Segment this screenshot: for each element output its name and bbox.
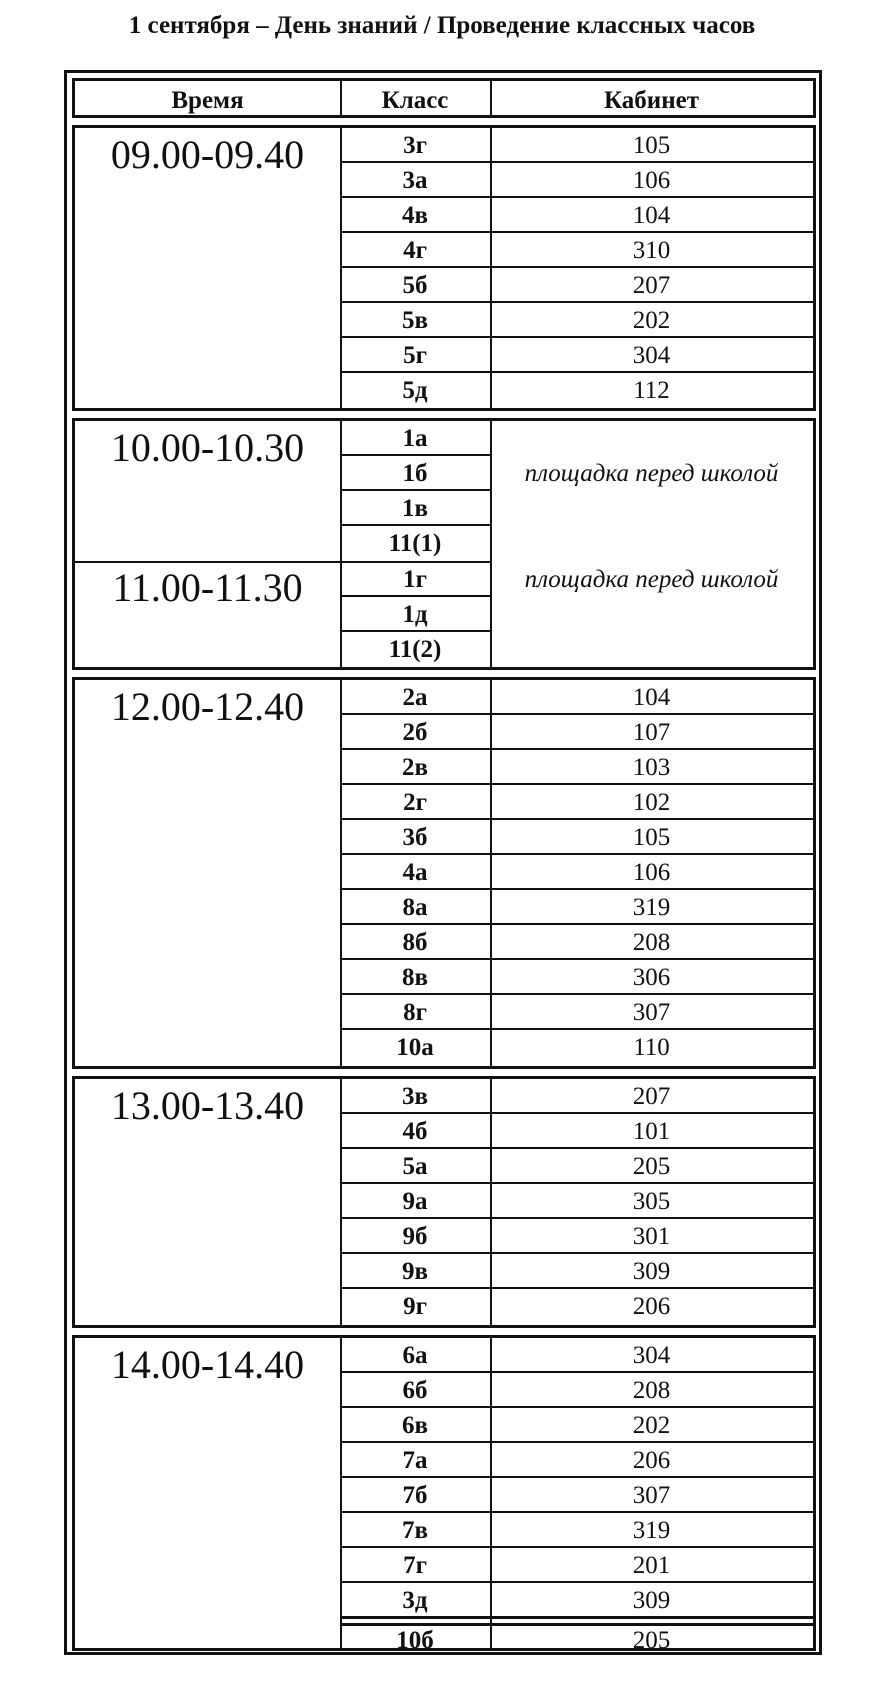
- table-row: [340, 1513, 813, 1548]
- table-row: [340, 855, 813, 890]
- room-cell: 208: [632, 929, 671, 956]
- class-cell: 9а: [402, 1188, 428, 1215]
- class-cell: 8в: [401, 964, 428, 991]
- class-cell: 8г: [403, 999, 427, 1026]
- table-row: [340, 1623, 813, 1651]
- room-cell: 307: [632, 1482, 671, 1509]
- room-cell: 104: [632, 202, 671, 229]
- table-row: [340, 680, 813, 715]
- room-cell: 107: [632, 719, 671, 746]
- table-row: [340, 1149, 813, 1184]
- class-cell: 3в: [401, 1083, 428, 1110]
- class-cell: 5г: [403, 342, 427, 369]
- room-cell: 309: [632, 1587, 671, 1614]
- room-cell: 102: [632, 789, 671, 816]
- room-cell: 319: [632, 1517, 671, 1544]
- table-row: [340, 785, 813, 820]
- class-cell: 4в: [401, 202, 428, 229]
- room-cell: 301: [632, 1223, 671, 1250]
- time-block: [72, 1335, 816, 1651]
- room-cell: 103: [632, 754, 671, 781]
- table-row: [340, 1184, 813, 1219]
- class-cell: 3д: [402, 1587, 428, 1614]
- page-title: 1 сентября – День знаний / Проведение классных часов: [128, 12, 756, 39]
- class-cell: 6в: [401, 1412, 428, 1439]
- room-cell: 205: [632, 1627, 671, 1651]
- room-cell: 206: [632, 1447, 671, 1474]
- table-row: [340, 1443, 813, 1478]
- room-cell: 306: [632, 964, 671, 991]
- class-cell: 9в: [401, 1258, 428, 1285]
- table-row: [340, 1548, 813, 1583]
- class-cell: 10а: [396, 1034, 434, 1061]
- class-cell: 8а: [402, 894, 428, 921]
- room-cell: 309: [632, 1258, 671, 1285]
- room-cell: 112: [633, 377, 670, 404]
- table-row: [340, 1373, 813, 1408]
- table-row: [340, 1289, 813, 1324]
- class-cell: 5а: [402, 1153, 428, 1180]
- class-cell: 1в: [401, 495, 428, 522]
- table-row: [340, 268, 813, 303]
- table-row: [340, 1079, 813, 1114]
- header-room: Кабинет: [604, 87, 699, 114]
- table-row: [340, 1030, 813, 1065]
- class-cell: 4а: [402, 859, 428, 886]
- room-cell: 110: [633, 1034, 670, 1061]
- room-cell: 106: [632, 167, 671, 194]
- room-cell: 104: [632, 684, 671, 711]
- table-row: [340, 163, 813, 198]
- table-row: [340, 820, 813, 855]
- room-cell: 307: [632, 999, 671, 1026]
- class-cell: 1б: [402, 460, 428, 487]
- header-time: Время: [171, 87, 244, 114]
- class-cell: 5д: [402, 377, 428, 404]
- class-cell: 11(1): [388, 530, 442, 557]
- table-row: [340, 750, 813, 785]
- table-row: [340, 1478, 813, 1513]
- table-row: [340, 491, 490, 526]
- class-cell: 2г: [403, 789, 427, 816]
- room-cell: 202: [632, 307, 671, 334]
- class-cell: 1д: [402, 601, 428, 628]
- class-cell: 4б: [402, 1118, 428, 1145]
- time-slot: 13.00-13.40: [110, 1083, 305, 1128]
- class-cell: 1а: [402, 425, 428, 452]
- room-cell: 101: [632, 1118, 671, 1145]
- table-row: [340, 1338, 813, 1373]
- time-slot: 14.00-14.40: [110, 1342, 305, 1387]
- class-cell: 6б: [402, 1377, 428, 1404]
- class-cell: 4г: [403, 237, 427, 264]
- table-row: [340, 960, 813, 995]
- room-cell: 305: [632, 1188, 671, 1215]
- room-cell: 206: [632, 1293, 671, 1320]
- table-row: [340, 925, 813, 960]
- class-cell: 7а: [402, 1447, 428, 1474]
- room-cell: 106: [632, 859, 671, 886]
- table-row: [340, 1408, 813, 1443]
- location-note: площадка перед школой: [524, 566, 779, 593]
- table-row: [340, 715, 813, 750]
- class-cell: 7в: [401, 1517, 428, 1544]
- room-cell: 304: [632, 342, 671, 369]
- time-slot: 10.00-10.30: [110, 425, 305, 470]
- class-cell: 8б: [402, 929, 428, 956]
- class-cell: 5в: [401, 307, 428, 334]
- room-cell: 105: [632, 132, 671, 159]
- room-cell: 202: [632, 1412, 671, 1439]
- room-cell: 304: [632, 1342, 671, 1369]
- table-row: [340, 1583, 813, 1618]
- time-block: [72, 677, 816, 1069]
- table-row: [340, 890, 813, 925]
- class-cell: 2в: [401, 754, 428, 781]
- room-cell: 319: [632, 894, 671, 921]
- class-cell: 3а: [402, 167, 428, 194]
- table-row: [340, 421, 490, 456]
- class-cell: 7г: [403, 1552, 427, 1579]
- table-row: [340, 1219, 813, 1254]
- class-cell: 9г: [403, 1293, 427, 1320]
- class-cell: 2б: [402, 719, 428, 746]
- table-row: [340, 233, 813, 268]
- table-row: [340, 373, 813, 408]
- header-class: Класс: [381, 87, 449, 114]
- table-row: [340, 1114, 813, 1149]
- room-cell: 310: [632, 237, 671, 264]
- time-block: [72, 418, 816, 670]
- class-cell: 2а: [402, 684, 428, 711]
- class-cell: 6а: [402, 1342, 428, 1369]
- table-row: [340, 1254, 813, 1289]
- table-row: [340, 128, 813, 163]
- time-block: [72, 125, 816, 411]
- location-note: площадка перед школой: [524, 460, 779, 487]
- class-cell: 5б: [402, 272, 428, 299]
- table-row: [340, 198, 813, 233]
- table-header: [72, 78, 816, 118]
- class-cell: 11(2): [388, 636, 442, 663]
- class-cell: 1г: [403, 566, 427, 593]
- table-row: [340, 995, 813, 1030]
- class-cell: 3г: [403, 132, 427, 159]
- time-block: [72, 1076, 816, 1328]
- class-cell: 7б: [402, 1482, 428, 1509]
- room-cell: 205: [632, 1153, 671, 1180]
- room-cell: 207: [632, 272, 671, 299]
- time-slot: 09.00-09.40: [110, 132, 305, 177]
- class-cell: 10б: [396, 1627, 434, 1651]
- time-slot: 12.00-12.40: [110, 684, 305, 729]
- time-slot: 11.00-11.30: [112, 565, 303, 610]
- table-row: [340, 526, 490, 561]
- table-row: [340, 456, 490, 491]
- table-row: [340, 632, 490, 667]
- room-cell: 208: [632, 1377, 671, 1404]
- table-row: [340, 597, 490, 632]
- room-cell: 207: [632, 1083, 671, 1110]
- table-row: [340, 303, 813, 338]
- table-row: [340, 562, 490, 597]
- table-row: [340, 338, 813, 373]
- room-cell: 105: [632, 824, 671, 851]
- room-cell: 201: [632, 1552, 671, 1579]
- class-cell: 3б: [402, 824, 428, 851]
- class-cell: 9б: [402, 1223, 428, 1250]
